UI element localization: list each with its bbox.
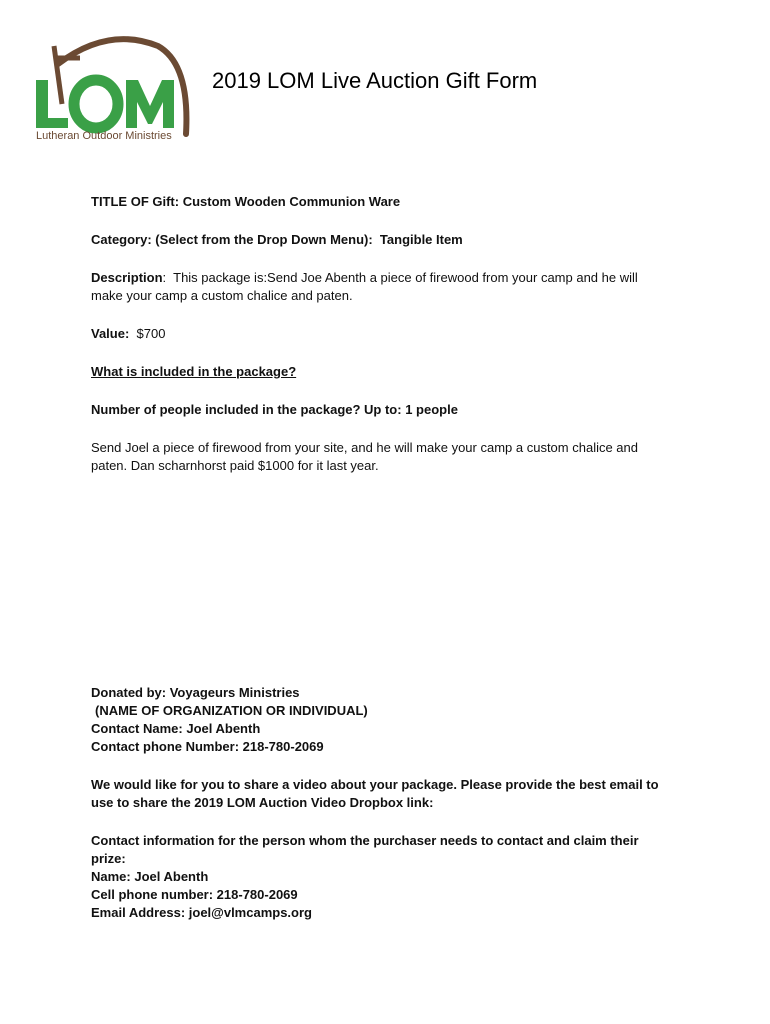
category-label: Category: (Select from the Drop Down Menu):	[91, 232, 373, 247]
description-line-1: Description: This package is:Send Joe Abenth a piece of firewood from your camp and he will	[91, 270, 638, 285]
video-line-1: We would like for you to share a video about your package. Please provide the best email to	[91, 777, 659, 792]
value-line	[91, 325, 691, 343]
prize-contact-name: Name: Joel Abenth	[91, 869, 209, 884]
description-text-1: This package is:Send Joe Abenth a piece of firewood from your camp and he will	[173, 270, 638, 285]
donated-by: Donated by: Voyageurs Ministries	[91, 685, 300, 700]
included-heading: What is included in the package?	[91, 364, 297, 379]
people-line: Number of people included in the package? Up to: 1 people	[91, 402, 458, 417]
contact-phone: Contact phone Number: 218-780-2069	[91, 739, 324, 754]
form-title: 2019 LOM Live Auction Gift Form	[212, 68, 538, 93]
gift-title-label: TITLE OF Gift:	[91, 194, 180, 209]
value-label: Value:	[91, 326, 130, 341]
category-line	[91, 231, 691, 249]
prize-contact-line-1: Contact information for the person whom the purchaser needs to contact and claim their	[91, 833, 639, 848]
form-body	[91, 193, 691, 922]
description-line-2: make your camp a custom chalice and paten.	[91, 288, 353, 303]
prize-contact-email: Email Address: joel@vlmcamps.org	[91, 905, 312, 920]
details-line-1: Send Joel a piece of firewood from your site, and he will make your camp a custom chalice and	[91, 440, 638, 455]
details-line-2: paten. Dan scharnhorst paid $1000 for it last year.	[91, 458, 379, 473]
description-label: Description	[91, 270, 163, 285]
value-amount: $700	[136, 326, 166, 341]
video-line-2: use to share the 2019 LOM Auction Video Dropbox link:	[91, 795, 434, 810]
gift-title-line	[91, 193, 691, 211]
gift-title-value: Custom Wooden Communion Ware	[182, 194, 401, 209]
category-value: Tangible Item	[379, 232, 463, 247]
prize-contact-line-2: prize:	[91, 851, 126, 866]
prize-contact-cell: Cell phone number: 218-780-2069	[91, 887, 298, 902]
logo-tagline: Lutheran Outdoor Ministries	[36, 130, 172, 142]
org-note: (NAME OF ORGANIZATION OR INDIVIDUAL)	[95, 703, 368, 718]
contact-name: Contact Name: Joel Abenth	[91, 721, 261, 736]
